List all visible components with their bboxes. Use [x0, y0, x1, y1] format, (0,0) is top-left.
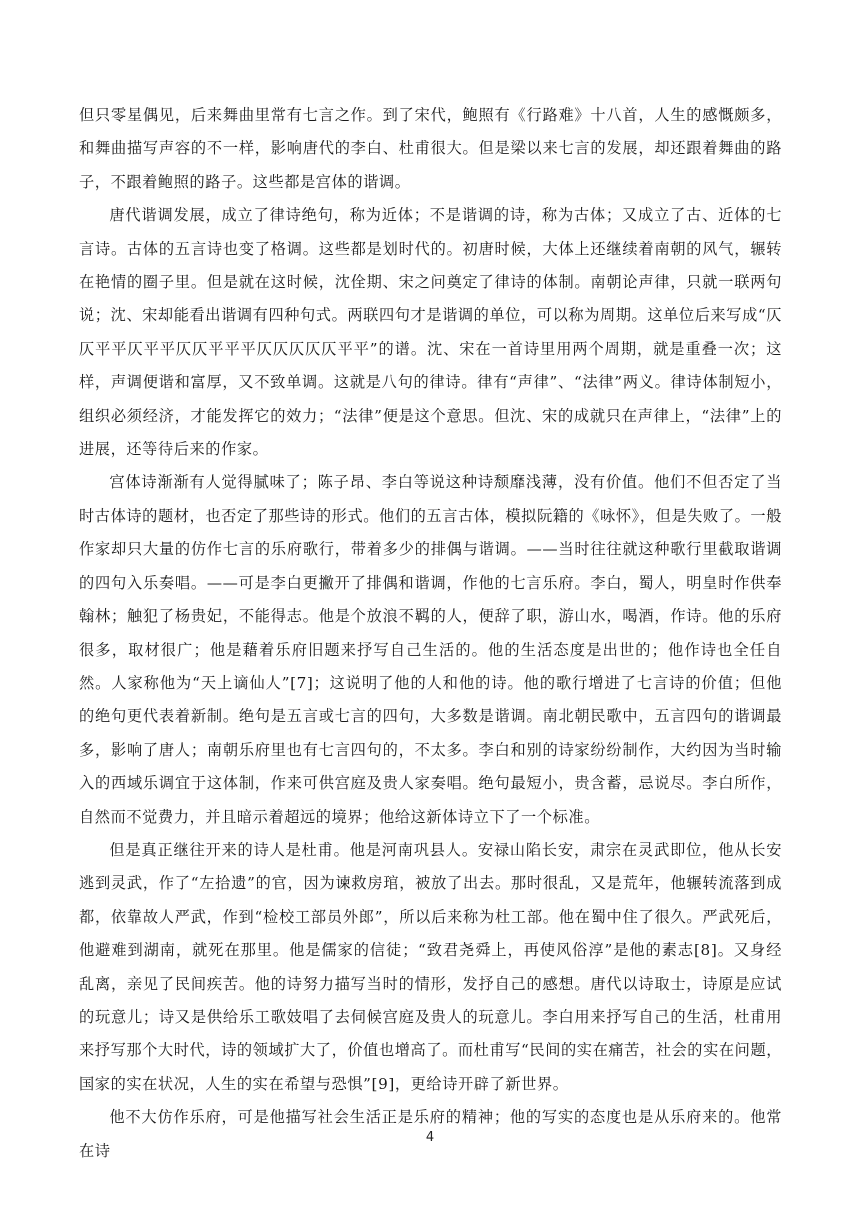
paragraph-4: 但是真正继往开来的诗人是杜甫。他是河南巩县人。安禄山陷长安，肃宗在灵武即位，他从长安逃到灵武，作了“左拾遗”的官，因为谏救房琯，被放了出去。那时很乱，又是荒年，他辗转流落到成都，依靠故人严武，作到“检校工部员外郎”，所以后来称为杜工部。他在蜀中住了很久。严武死后，他避难到湖南，就死在那里。他是儒家的信徒；“致君尧舜上，再使风俗淳”是他的素志[8]。又身经乱离，亲见了民间疾苦。他的诗努力描写当时的情形，发抒自己的感想。唐代以诗取士，诗原是应试的玩意儿；诗又是供给乐工歌妓唱了去伺候宫庭及贵人的玩意儿。李白用来抒写自己的生活，杜甫用来抒写那个大时代，诗的领域扩大了，价值也增高了。而杜甫写“民间的实在痛苦，社会的实在问题，国家的实在状况，人生的实在希望与恐惧”[9]，更给诗开辟了新世界。	[79, 840, 783, 1093]
paragraph-2: 唐代谐调发展，成立了律诗绝句，称为近体；不是谐调的诗，称为古体；又成立了古、近体的七言诗。古体的五言诗也变了格调。这些都是划时代的。初唐时候，大体上还继续着南朝的风气，辗转在艳情的圈子里。但是就在这时候，沈佺期、宋之问奠定了律诗的体制。南朝论声律，只就一联两句说；沈、宋却能看出谐调有四种句式。两联四句才是谐调的单位，可以称为周期。这单位后来写成“仄仄平平仄平平仄仄平平平仄仄仄仄仄平平”的谱。沈、宋在一首诗里用两个周期，就是重叠一次；这样，声调便谐和富厚，又不致单调。这就是八句的律诗。律有“声律”、“法律”两义。律诗体制短小，组织必须经济，才能发挥它的效力；“法律”便是这个意思。但沈、宋的成就只在声律上，“法律”上的进展，还等待后来的作家。	[79, 206, 783, 459]
paragraph-3: 宫体诗渐渐有人觉得腻味了；陈子昂、李白等说这种诗颓靡浅薄，没有价值。他们不但否定了当时古体诗的题材，也否定了那些诗的形式。他们的五言古体，模拟阮籍的《咏怀》，但是失败了。一般作家却只大量的仿作七言的乐府歌行，带着多少的排偶与谐调。——当时往往就这种歌行里截取谐调的四句入乐奏唱。——可是李白更撇开了排偶和谐调，作他的七言乐府。李白，蜀人，明皇时作供奉翰林；触犯了杨贵妃，不能得志。他是个放浪不羁的人，便辞了职，游山水，喝酒，作诗。他的乐府很多，取材很广；他是藉着乐府旧题来抒写自己生活的。他的生活态度是出世的；他作诗也全任自然。人家称他为“天上谪仙人”[7]；这说明了他的人和他的诗。他的歌行增进了七言诗的价值；但他的绝句更代表着新制。绝句是五言或七言的四句，大多数是谐调。南北朝民歌中，五言四句的谐调最多，影响了唐人；南朝乐府里也有七言四句的，不太多。李白和别的诗家纷纷制作，大约因为当时输入的西域乐调宜于这体制，作来可供宫庭及贵人家奏唱。绝句最短小，贵含蓄，忌说尽。李白所作，自然而不觉费力，并且暗示着超远的境界；他给这新体诗立下了一个标准。	[79, 473, 782, 826]
paragraph-1: 但只零星偶见，后来舞曲里常有七言之作。到了宋代，鲍照有《行路难》十八首，人生的感慨颇多，和舞曲描写声容的不一样，影响唐代的李白、杜甫很大。但是梁以来七言的发展，却还跟着舞曲的路子，不跟着鲍照的路子。这些都是宫体的谐调。	[79, 106, 782, 191]
page-number: 4	[425, 1130, 435, 1145]
body-text	[79, 99, 782, 1168]
paragraph-5: 他不大仿作乐府，可是他描写社会生活正是乐府的精神；他的写实的态度也是从乐府来的。他常在诗	[79, 1108, 782, 1160]
